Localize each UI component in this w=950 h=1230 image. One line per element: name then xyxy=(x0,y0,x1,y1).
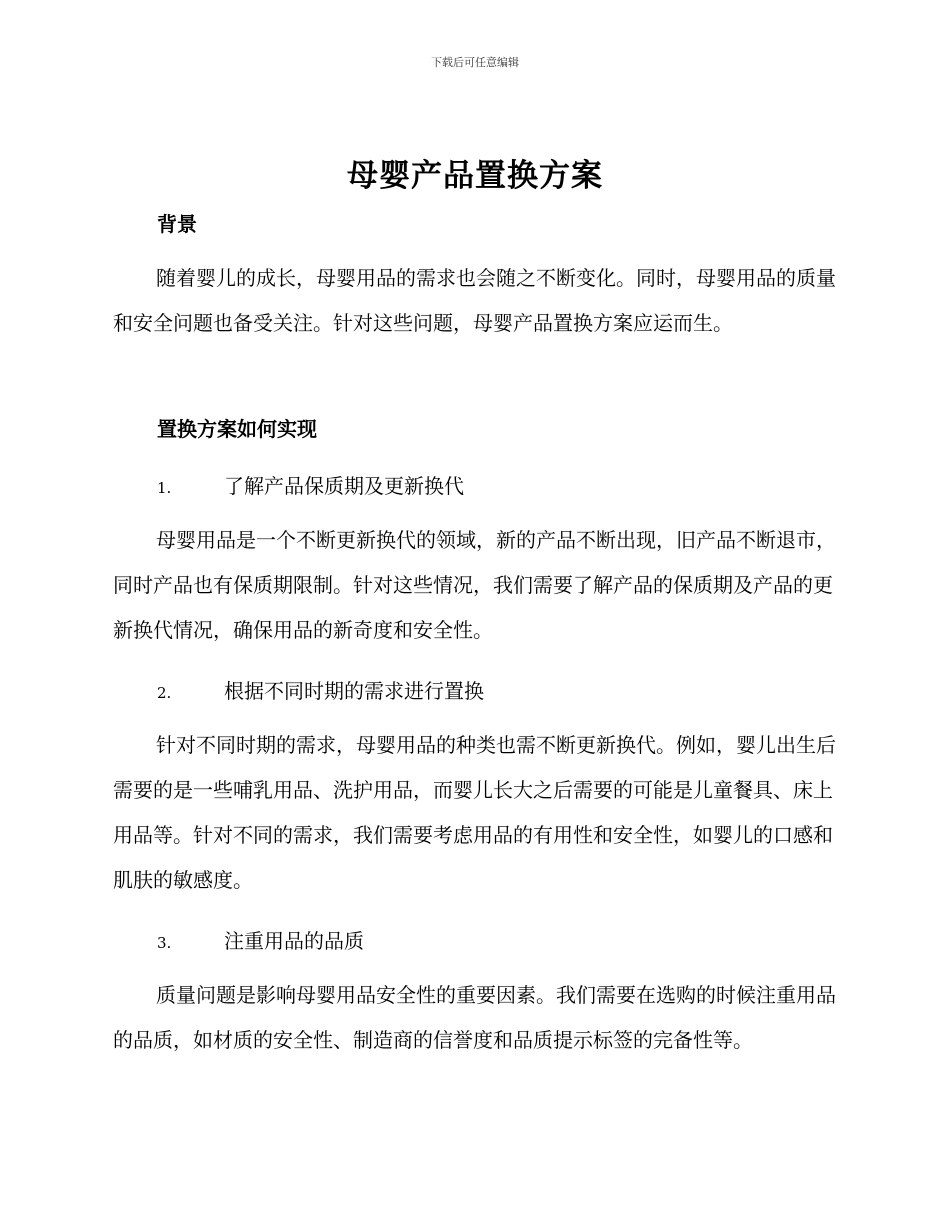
page-title: 母婴产品置换方案 xyxy=(347,158,603,194)
list-item-3 xyxy=(157,925,364,954)
list-item-title: 了解产品保质期及更新换代 xyxy=(224,474,464,498)
paragraph-background: 随着婴儿的成长，母婴用品的需求也会随之不断变化。同时，母婴用品的质量和安全问题也备受关注。针对这些问题，母婴产品置换方案应运而生。 xyxy=(113,266,836,335)
header-note: 下载后可任意编辑 xyxy=(431,56,519,69)
paragraph-item-3: 质量问题是影响母婴用品安全性的重要因素。我们需要在选购的时候注重用品的品质，如材质的安全性、制造商的信誉度和品质提示标签的完备性等。 xyxy=(113,983,836,1052)
list-item-2 xyxy=(157,675,484,704)
list-item-number: 2. xyxy=(157,684,172,702)
list-item-number: 1. xyxy=(157,479,172,497)
list-item-1 xyxy=(157,470,464,499)
heading-background: 背景 xyxy=(157,212,197,236)
heading-method: 置换方案如何实现 xyxy=(157,417,317,441)
paragraph-item-2: 针对不同时期的需求，母婴用品的种类也需不断更新换代。例如，婴儿出生后需要的是一些哺乳用品、洗护用品，而婴儿长大之后需要的可能是儿童餐具、床上用品等。针对不同的需求，我们需要考虑用品的有用性和安全性，如婴儿的口感和肌肤的敏感度。 xyxy=(113,733,836,892)
list-item-title: 注重用品的品质 xyxy=(224,929,364,953)
list-item-number: 3. xyxy=(157,934,172,952)
list-item-title: 根据不同时期的需求进行置换 xyxy=(224,679,484,703)
paragraph-item-1: 母婴用品是一个不断更新换代的领域，新的产品不断出现，旧产品不断退市，同时产品也有保质期限制。针对这些情况，我们需要了解产品的保质期及产品的更新换代情况，确保用品的新奇度和安全性。 xyxy=(113,528,836,642)
